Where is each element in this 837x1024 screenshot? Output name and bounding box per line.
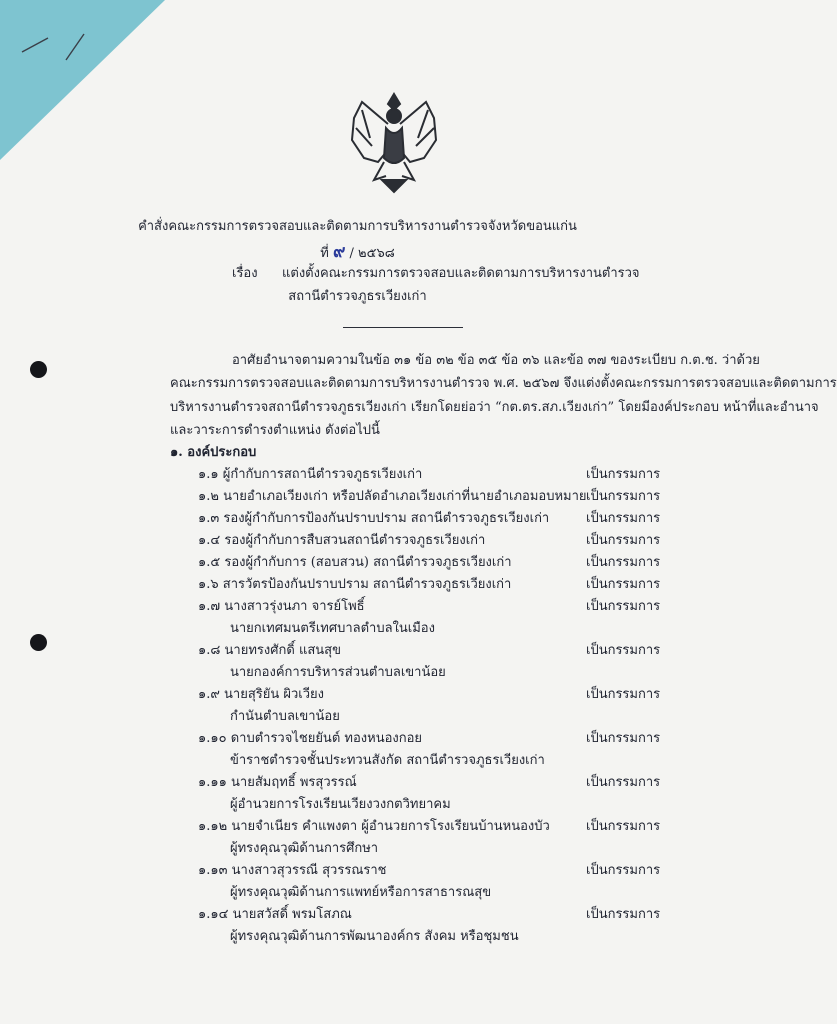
paragraph-line-3: บริหารงานตำรวจสถานีตำรวจภูธรเวียงเก่า เรียกโดยย่อว่า “กต.ตร.สภ.เวียงเก่า” โดยมีองค์ประกอบ หน้าที่และอำนาจ: [170, 400, 819, 415]
member-text: ๑.๑๒ นายจำเนียร คำแพงตา ผู้อำนวยการโรงเรียนบ้านหนองบัว: [198, 819, 550, 834]
member-role: เป็นกรรมการ: [586, 863, 661, 878]
member-text: ๑.๗ นางสาวรุ่งนภา จารย์โพธิ์: [198, 599, 365, 614]
member-text: ๑.๙ นายสุริยัน ผิวเวียง: [198, 687, 325, 702]
section-heading: ๑. องค์ประกอบ: [170, 445, 257, 460]
member-text: ๑.๖ สารวัตรป้องกันปราบปราม สถานีตำรวจภูธรเวียงเก่า: [198, 577, 512, 592]
member-role: เป็นกรรมการ: [586, 511, 661, 526]
order-number: [0, 243, 715, 263]
member-role: เป็นกรรมการ: [586, 577, 661, 592]
member-subtext: นายกเทศมนตรีเทศบาลตำบลในเมือง: [230, 621, 435, 636]
member-text: ๑.๓ รองผู้กำกับการป้องกันปราบปราม สถานีตำรวจภูธรเวียงเก่า: [198, 511, 550, 526]
member-role: เป็นกรรมการ: [586, 533, 661, 548]
member-subtext: ผู้อำนวยการโรงเรียนเวียงวงกตวิทยาคม: [230, 797, 451, 812]
order-number-prefix: ที่: [320, 246, 329, 261]
member-text: ๑.๘ นายทรงศักดิ์ แสนสุข: [198, 643, 341, 658]
corner-tab: [0, 0, 165, 160]
garuda-emblem: [348, 88, 440, 198]
member-text: ๑.๕ รองผู้กำกับการ (สอบสวน) สถานีตำรวจภูธรเวียงเก่า: [198, 555, 512, 570]
member-subtext: ข้าราชตำรวจชั้นประทวนสังกัด สถานีตำรวจภูธรเวียงเก่า: [230, 753, 545, 768]
order-number-handwritten: ๙: [332, 242, 346, 262]
subject-line-1: แต่งตั้งคณะกรรมการตรวจสอบและติดตามการบริหารงานตำรวจ: [282, 266, 640, 281]
order-number-suffix: / ๒๕๖๘: [349, 246, 395, 261]
member-role: เป็นกรรมการ: [586, 599, 661, 614]
punch-hole-top: [30, 361, 47, 378]
member-subtext: นายกองค์การบริหารส่วนตำบลเขาน้อย: [230, 665, 446, 680]
member-role: เป็นกรรมการ: [586, 467, 661, 482]
member-text: ๑.๒ นายอำเภอเวียงเก่า หรือปลัดอำเภอเวียงเก่าที่นายอำเภอมอบหมาย: [198, 489, 587, 504]
member-text: ๑.๑๐ ดาบตำรวจไชยยันต์ ทองหนองกอย: [198, 731, 423, 746]
member-text: ๑.๑๑ นายสัมฤทธิ์ พรสุวรรณ์: [198, 775, 357, 790]
punch-hole-bottom: [30, 634, 47, 651]
member-subtext: ผู้ทรงคุณวุฒิด้านการศึกษา: [230, 841, 379, 856]
member-role: เป็นกรรมการ: [586, 775, 661, 790]
member-role: เป็นกรรมการ: [586, 907, 661, 922]
member-role: เป็นกรรมการ: [586, 489, 661, 504]
paragraph-line-1: อาศัยอำนาจตามความในข้อ ๓๑ ข้อ ๓๒ ข้อ ๓๕ ข้อ ๓๖ และข้อ ๓๗ ของระเบียบ ก.ต.ช. ว่าด้วย: [232, 353, 760, 368]
member-subtext: กำนันตำบลเขาน้อย: [230, 709, 340, 724]
member-role: เป็นกรรมการ: [586, 819, 661, 834]
member-subtext: ผู้ทรงคุณวุฒิด้านการพัฒนาองค์กร สังคม หรือชุมชน: [230, 929, 519, 944]
divider-rule: [343, 327, 463, 328]
paragraph-line-4: และวาระการดำรงตำแหน่ง ดังต่อไปนี้: [170, 423, 380, 438]
member-role: เป็นกรรมการ: [586, 687, 661, 702]
paragraph-line-2: คณะกรรมการตรวจสอบและติดตามการบริหารงานตำรวจ พ.ศ. ๒๕๖๗ จึงแต่งตั้งคณะกรรมการตรวจสอบและติดตามการ: [170, 376, 837, 391]
member-text: ๑.๑ ผู้กำกับการสถานีตำรวจภูธรเวียงเก่า: [198, 467, 423, 482]
member-role: เป็นกรรมการ: [586, 643, 661, 658]
member-subtext: ผู้ทรงคุณวุฒิด้านการแพทย์หรือการสาธารณสุข: [230, 885, 492, 900]
member-role: เป็นกรรมการ: [586, 731, 661, 746]
order-title: คำสั่งคณะกรรมการตรวจสอบและติดตามการบริหารงานตำรวจจังหวัดขอนแก่น: [138, 219, 577, 234]
member-text: ๑.๑๓ นางสาวสุวรรณี สุวรรณราช: [198, 863, 387, 878]
subject-line-2: สถานีตำรวจภูธรเวียงเก่า: [288, 289, 427, 304]
member-role: เป็นกรรมการ: [586, 555, 661, 570]
member-text: ๑.๔ รองผู้กำกับการสืบสวนสถานีตำรวจภูธรเวียงเก่า: [198, 533, 486, 548]
member-text: ๑.๑๔ นายสวัสดิ์ พรมโสภณ: [198, 907, 352, 922]
subject-label: เรื่อง: [232, 266, 258, 281]
